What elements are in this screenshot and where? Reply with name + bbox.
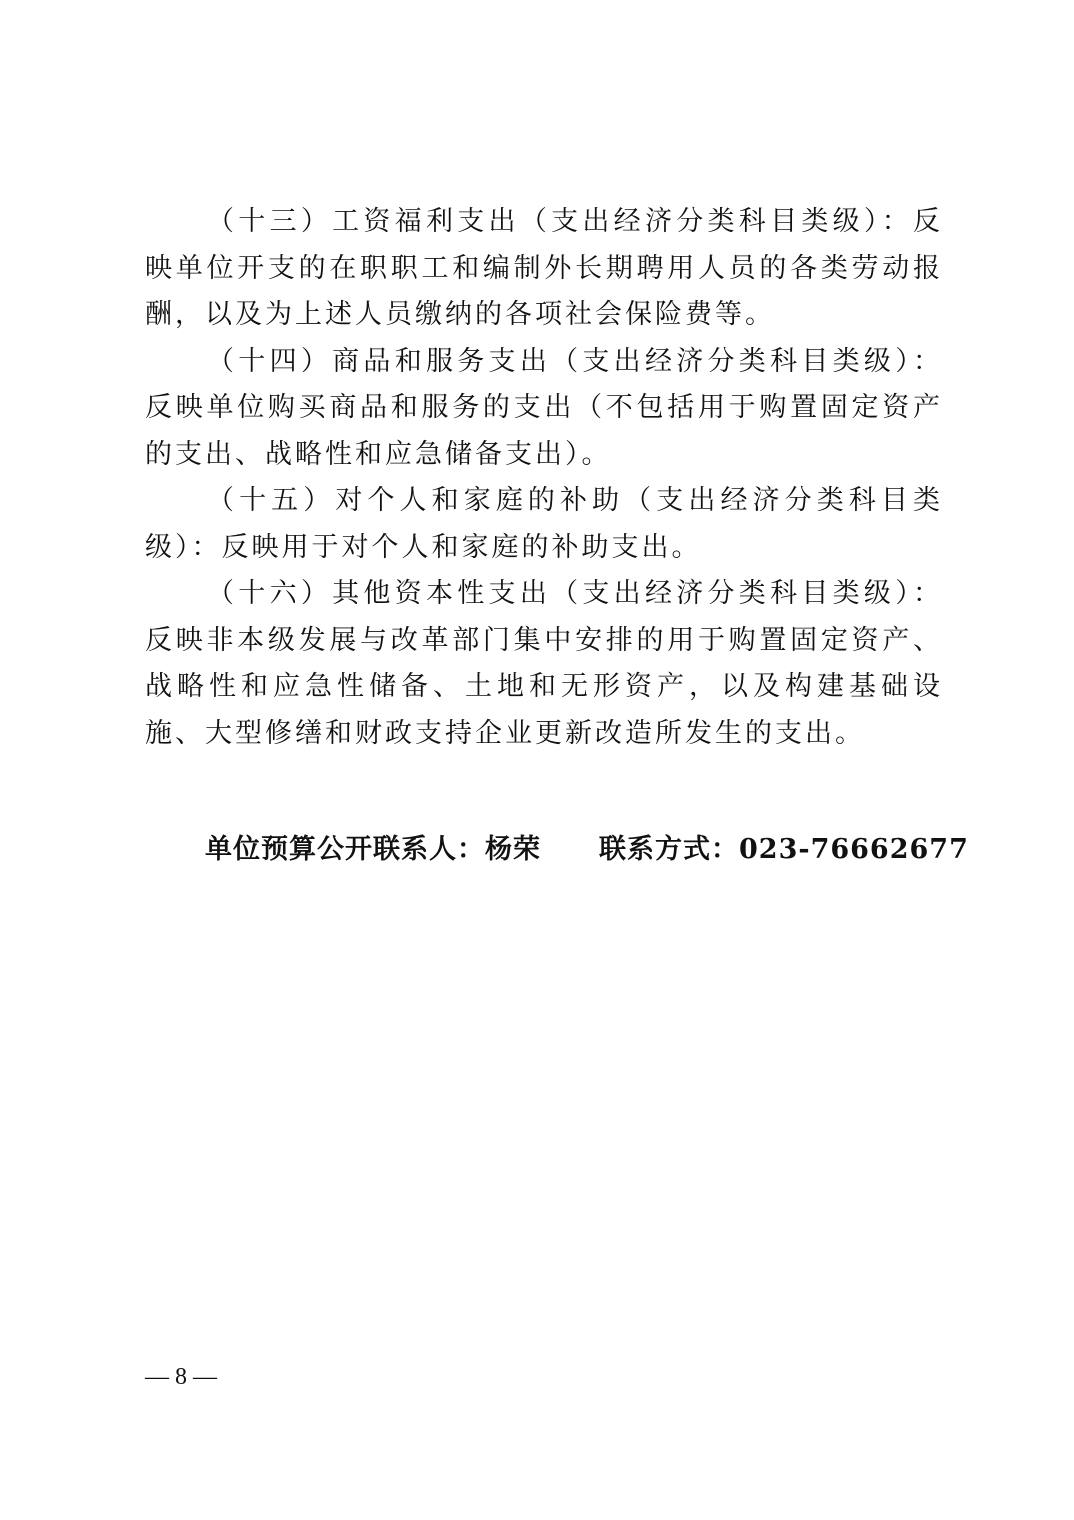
contact-person: 单位预算公开联系人：杨荣: [205, 834, 541, 865]
contact-line: [205, 830, 969, 870]
paragraph-14: （十四）商品和服务支出（支出经济分类科目类级）：反映单位购买商品和服务的支出（不包括用于购置固定资产的支出、战略性和应急储备支出）。: [145, 345, 943, 470]
contact-phone: 联系方式：023-76662677: [599, 834, 969, 865]
paragraph-13: （十三）工资福利支出（支出经济分类科目类级）：反映单位开支的在职职工和编制外长期聘用人员的各类劳动报酬，以及为上述人员缴纳的各项社会保险费等。: [145, 206, 943, 330]
paragraph-16: （十六）其他资本性支出（支出经济分类科目类级）：反映非本级发展与改革部门集中安排的用于购置固定资产、战略性和应急性储备、土地和无形资产，以及构建基础设施、大型修缮和财政支持企业更新改造所发生的支出。: [145, 578, 943, 749]
paragraph-15: （十五）对个人和家庭的补助（支出经济分类科目类级）：反映用于对个人和家庭的补助支出。: [145, 485, 943, 563]
body-text: [145, 199, 943, 757]
page-number: — 8 —: [145, 1364, 217, 1390]
